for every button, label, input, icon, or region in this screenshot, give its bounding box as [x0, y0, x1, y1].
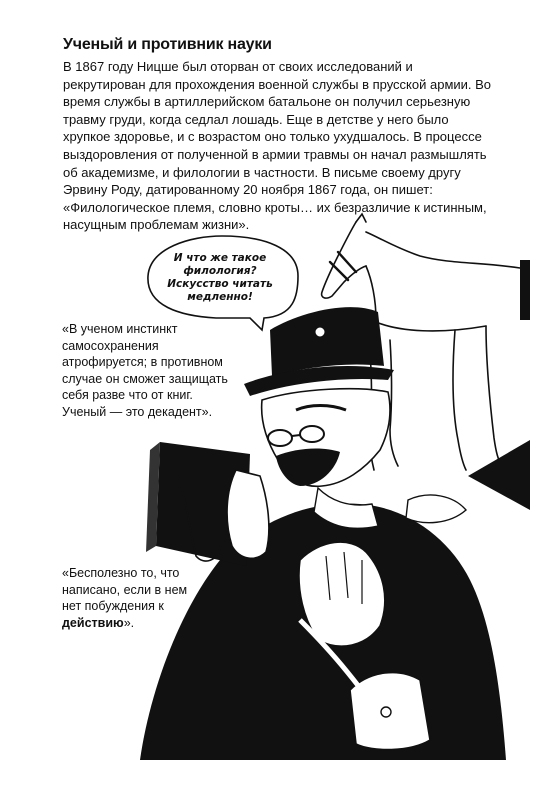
speech-bubble-text: И что же такое филология? Искусство читать медленно! [167, 252, 273, 303]
quote-action [62, 565, 202, 631]
page-title: Ученый и противник науки [63, 36, 272, 53]
quote-action-suffix: ». [123, 615, 135, 630]
quote-action-prefix: «Бесполезно то, что написано, если в нем нет побуждения к [62, 566, 188, 613]
quote-scholar: «В ученом инстинкт самосохранения атрофируется; в противном случае он сможет защищать себя разве что от книг. Ученый — это декадент». [62, 322, 228, 419]
quote-action-emphasis: действию [62, 615, 124, 630]
main-paragraph: В 1867 году Ницше был оторван от своих исследований и рекрутирован для прохождения военной службы в прусской армии. Во время службы в артиллерийском батальоне он получил серьезную травму груди, когда седлал лошадь. Еще в детстве у него было хрупкое здоровье, и с возрастом оно только ухудшалось. В процессе выздоровления от полученной в армии травмы он начал размышлять об академизме, и филологии в частности. В письме своему другу Эрвину Роду, датированному 20 ноября 1867 года, он пишет: «Филологическое племя, словно кроты… их безразличие к истинным, насущным проблемам жизни». [63, 59, 492, 233]
